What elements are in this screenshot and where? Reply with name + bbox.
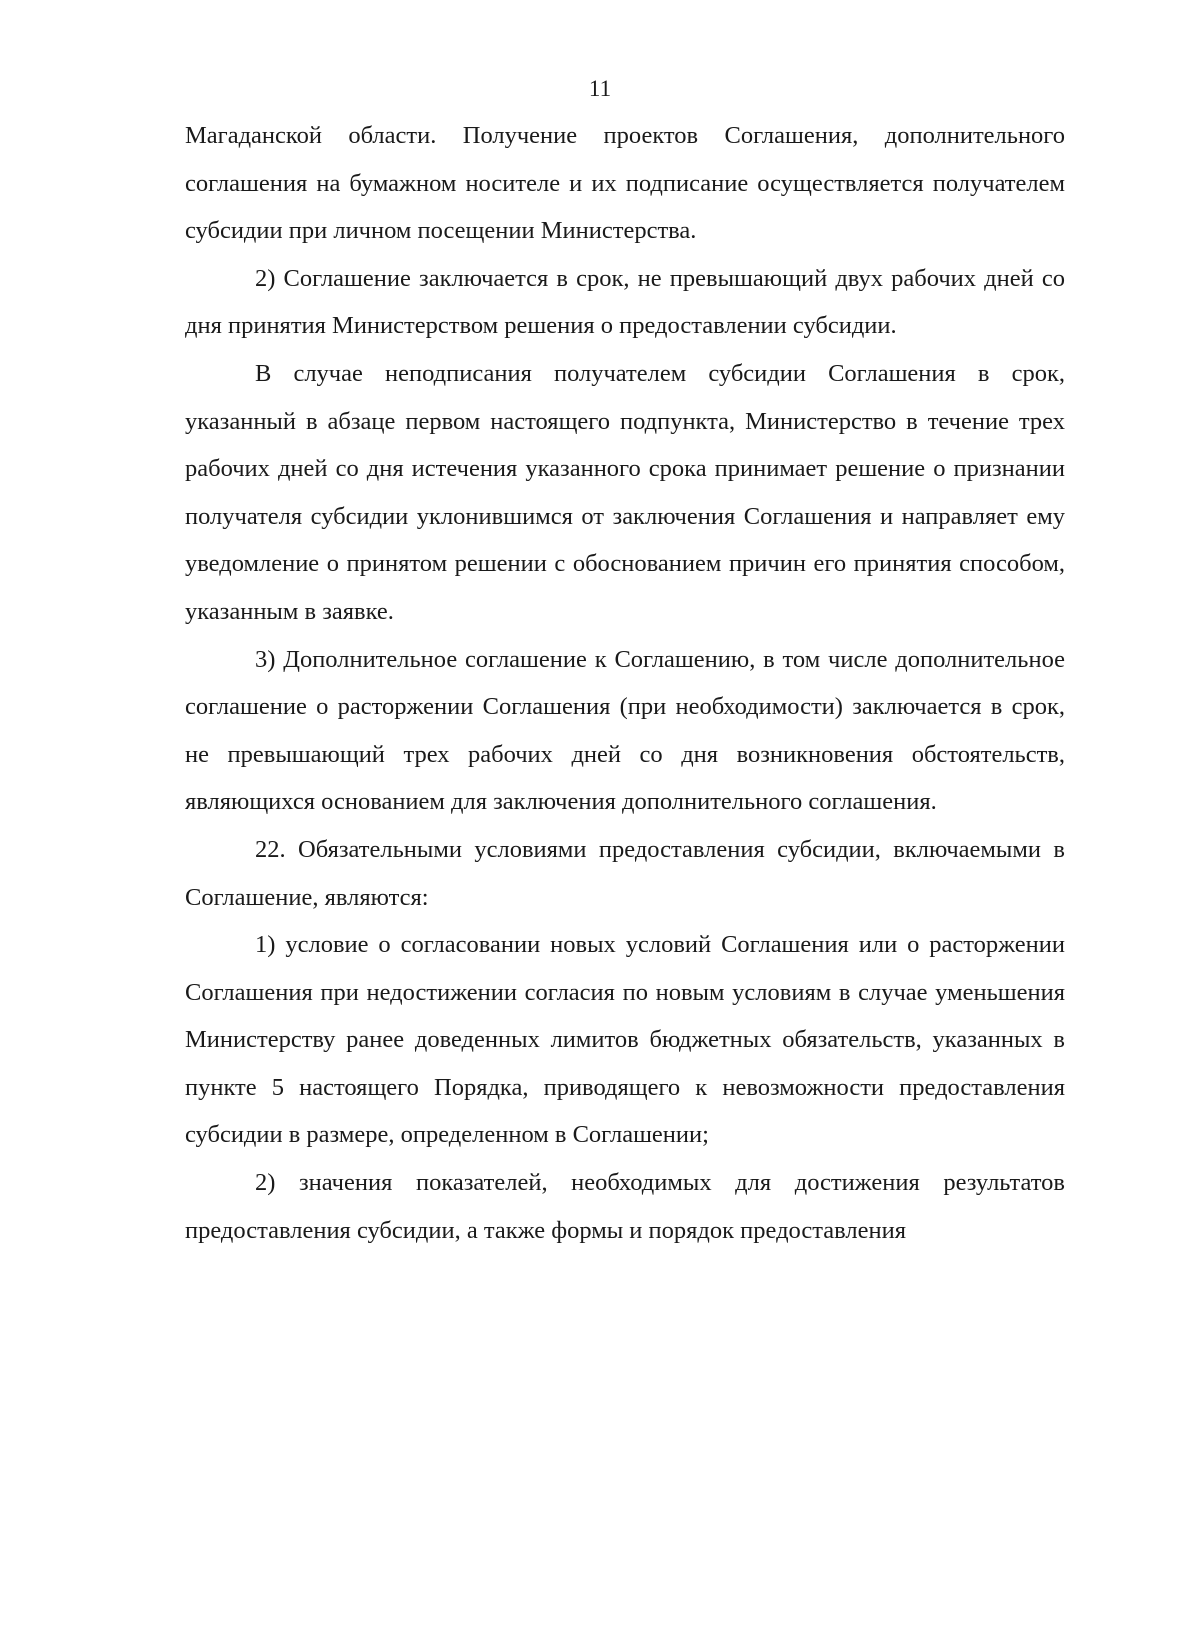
paragraph-5: 22. Обязательными условиями предоставления субсидии, включаемыми в Соглашение, являются:	[185, 835, 1065, 911]
document-body	[185, 112, 1065, 1254]
paragraph-3: В случае неподписания получателем субсидии Соглашения в срок, указанный в абзаце первом настоящего подпункта, Министерство в течение трех рабочих дней со дня истечения указанного срока принимает решение о признании получателя субсидии уклонившимся от заключения Соглашения и направляет ему уведомление о принятом решении с обоснованием причин его принятия способом, указанным в заявке.	[185, 359, 1065, 625]
page-number: 11	[588, 76, 612, 101]
paragraph-2: 2) Соглашение заключается в срок, не превышающий двух рабочих дней со дня принятия Министерством решения о предоставлении субсидии.	[185, 264, 1065, 340]
paragraph-6: 1) условие о согласовании новых условий Соглашения или о расторжении Соглашения при недостижении согласия по новым условиям в случае уменьшения Министерству ранее доведенных лимитов бюджетных обязательств, указанных в пункте 5 настоящего Порядка, приводящего к невозможности предоставления субсидии в размере, определенном в Соглашении;	[185, 931, 1065, 1149]
paragraph-7: 2) значения показателей, необходимых для достижения результатов предоставления субсидии, а также формы и порядок предоставления	[185, 1169, 1065, 1244]
paragraph-1: Магаданской области. Получение проектов Соглашения, дополнительного соглашения на бумажном носителе и их подписание осуществляется получателем субсидии при личном посещении Министерства.	[185, 122, 1065, 245]
paragraph-4: 3) Дополнительное соглашение к Соглашению, в том числе дополнительное соглашение о расторжении Соглашения (при необходимости) заключается в срок, не превышающий трех рабочих дней со дня возникновения обстоятельств, являющихся основанием для заключения дополнительного соглашения.	[185, 645, 1065, 816]
